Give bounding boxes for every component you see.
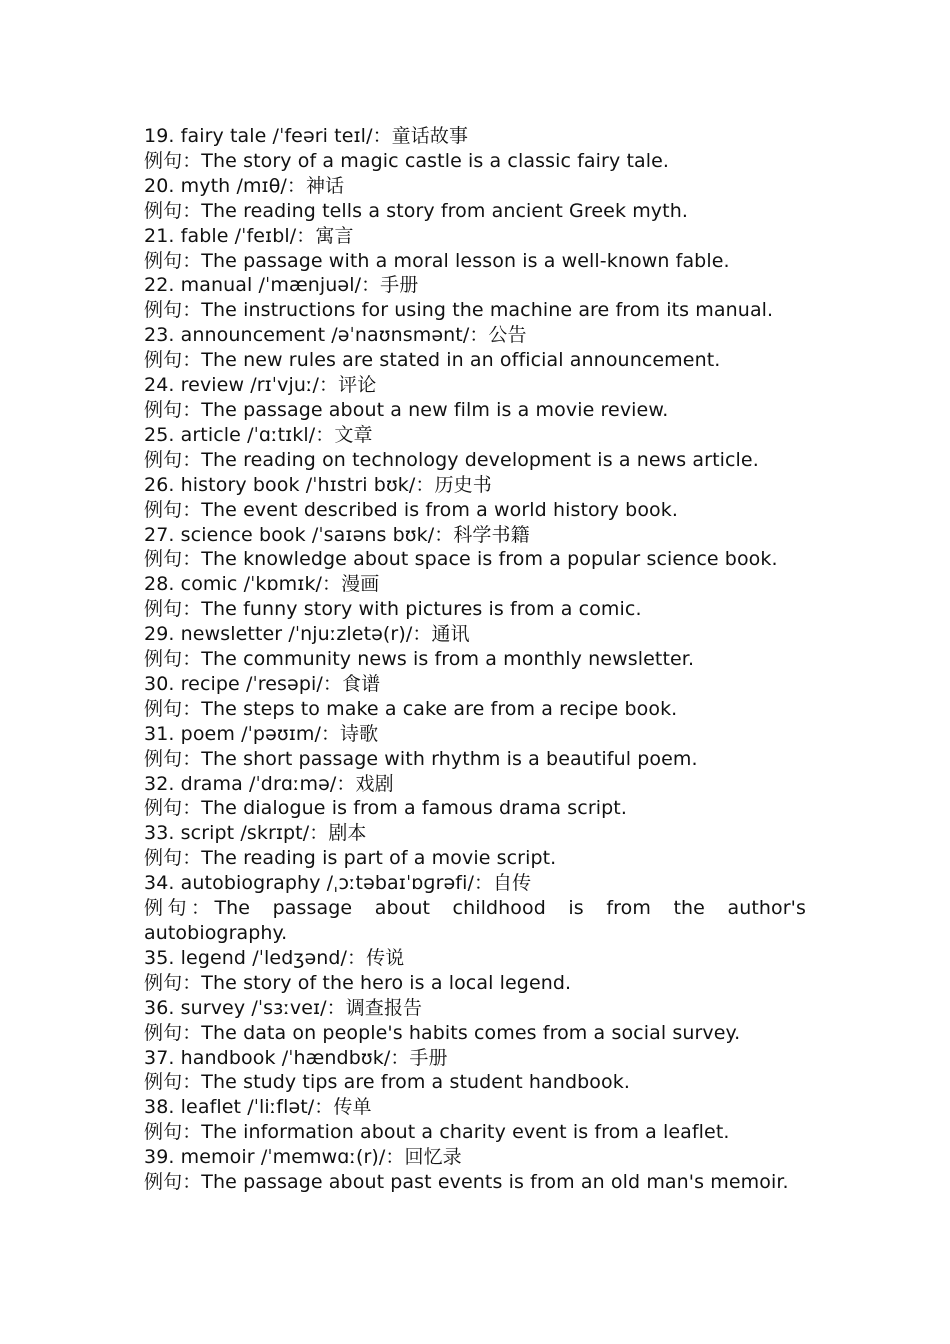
entry-23-headword: 23. announcement /əˈnaʊnsmənt/：公告 [144, 324, 527, 347]
entry-25-example: 例句：The reading on technology development is a news article. [144, 448, 759, 471]
entry-31-example: 例句：The short passage with rhythm is a beautiful poem. [144, 747, 698, 770]
entry-30-headword: 30. recipe /ˈresəpi/：食谱 [144, 672, 381, 695]
entry-26-example: 例句：The event described is from a world history book. [144, 498, 679, 521]
entry-36-example: 例句：The data on people's habits comes from a social survey. [144, 1021, 741, 1044]
entry-35-example: 例句：The story of the hero is a local legend. [144, 971, 572, 994]
entry-25-headword: 25. article /ˈɑːtɪkl/：文章 [144, 423, 373, 446]
entry-19-example: 例句：The story of a magic castle is a classic fairy tale. [144, 149, 670, 172]
entry-24-example: 例句：The passage about a new film is a movie review. [144, 398, 669, 421]
vocabulary-list [144, 124, 806, 1195]
entry-34-headword: 34. autobiography /ˌɔːtəbaɪˈɒɡrəfi/：自传 [144, 872, 532, 895]
entry-37-headword: 37. handbook /ˈhændbʊk/：手册 [144, 1046, 448, 1069]
entry-36-headword: 36. survey /ˈsɜːveɪ/：调查报告 [144, 996, 423, 1019]
entry-23-example: 例句：The new rules are stated in an official announcement. [144, 349, 721, 372]
entry-32-example: 例句：The dialogue is from a famous drama script. [144, 797, 627, 820]
entry-27-headword: 27. science book /ˈsaɪəns bʊk/：科学书籍 [144, 523, 530, 546]
entry-35-headword: 35. legend /ˈledʒənd/：传说 [144, 946, 405, 969]
entry-28-headword: 28. comic /ˈkɒmɪk/：漫画 [144, 573, 380, 596]
entry-29-headword: 29. newsletter /ˈnjuːzletə(r)/：通讯 [144, 623, 470, 646]
entry-22-headword: 22. manual /ˈmænjuəl/：手册 [144, 274, 419, 297]
entry-20-example: 例句：The reading tells a story from ancient Greek myth. [144, 199, 688, 222]
entry-30-example: 例句：The steps to make a cake are from a recipe book. [144, 697, 678, 720]
entry-33-example: 例句：The reading is part of a movie script. [144, 847, 557, 870]
entry-20-headword: 20. myth /mɪθ/：神话 [144, 174, 345, 197]
entry-39-headword: 39. memoir /ˈmemwɑː(r)/：回忆录 [144, 1146, 462, 1169]
entry-24-headword: 24. review /rɪˈvjuː/：评论 [144, 374, 377, 397]
entry-31-headword: 31. poem /ˈpəʊɪm/：诗歌 [144, 722, 379, 745]
entry-27-example: 例句：The knowledge about space is from a popular science book. [144, 548, 778, 571]
entry-33-headword: 33. script /skrɪpt/：剧本 [144, 822, 367, 845]
entry-38-headword: 38. leaflet /ˈliːflət/：传单 [144, 1096, 372, 1119]
entry-19-headword: 19. fairy tale /ˈfeəri teɪl/：童话故事 [144, 125, 469, 147]
entry-32-headword: 32. drama /ˈdrɑːmə/：戏剧 [144, 772, 394, 795]
entry-38-example: 例句：The information about a charity event is from a leaflet. [144, 1121, 730, 1144]
entry-29-example: 例句：The community news is from a monthly newsletter. [144, 648, 695, 671]
entry-22-example: 例句：The instructions for using the machine are from its manual. [144, 299, 774, 322]
entry-26-headword: 26. history book /ˈhɪstri bʊk/：历史书 [144, 473, 492, 496]
entry-21-headword: 21. fable /ˈfeɪbl/：寓言 [144, 224, 354, 247]
entry-21-example: 例句：The passage with a moral lesson is a well-known fable. [144, 249, 730, 272]
entry-28-example: 例句：The funny story with pictures is from a comic. [144, 598, 642, 621]
entry-37-example: 例句：The study tips are from a student handbook. [144, 1071, 630, 1094]
entry-34-example: 例句：The passage about childhood is from the author's autobiography. [144, 897, 806, 944]
entry-39-example: 例句：The passage about past events is from an old man's memoir. [144, 1171, 789, 1194]
